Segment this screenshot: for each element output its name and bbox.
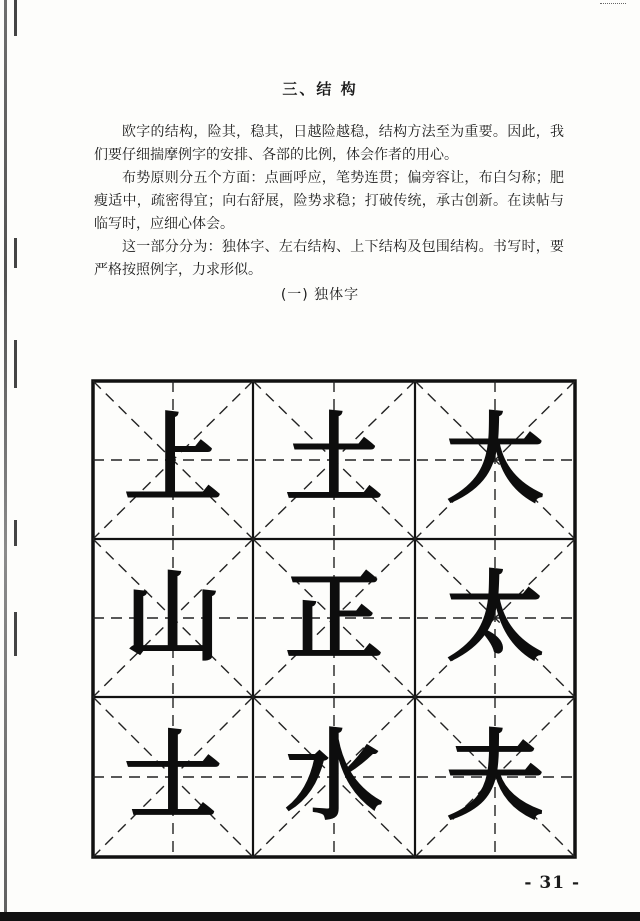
- char-cell-3-3: 夫: [445, 720, 544, 834]
- char-cell-1-1: 上: [123, 403, 222, 517]
- char-cell-1-2: 土: [284, 403, 383, 517]
- section-title: 三、结 构: [282, 80, 358, 98]
- char-cell-3-1: 士: [123, 720, 222, 834]
- char-cell-1-3: 大: [445, 403, 544, 517]
- page-number: - 31 -: [524, 873, 580, 893]
- char-cell-2-1: 山: [123, 561, 222, 675]
- paragraph-2: 布势原则分五个方面：点画呼应，笔势连贯；偏旁容让，布白匀称；肥瘦适中，疏密得宜；向右舒展，险势求稳；打破传统，承古创新。在读帖与临写时，应细心体会。: [94, 170, 564, 232]
- char-cell-3-2: 水: [284, 720, 383, 834]
- character-practice-grid: [91, 379, 577, 859]
- subsection-title: (一) 独体字: [280, 287, 360, 303]
- scan-binding-edge: [4, 0, 14, 921]
- paragraph-3: 这一部分分为：独体字、左右结构、上下结构及包围结构。书写时，要严格按照例字，力求形似。: [94, 239, 564, 278]
- scan-artifact: [600, 3, 626, 6]
- char-cell-2-3: 太: [445, 561, 544, 675]
- scan-bottom-edge: [0, 912, 640, 921]
- paragraph-1: 欧字的结构，险其，稳其，日越险越稳，结构方法至为重要。因此，我们要仔细揣摩例字的安排、各部的比例，体会作者的用心。: [94, 124, 564, 163]
- char-cell-2-2: 正: [284, 561, 383, 675]
